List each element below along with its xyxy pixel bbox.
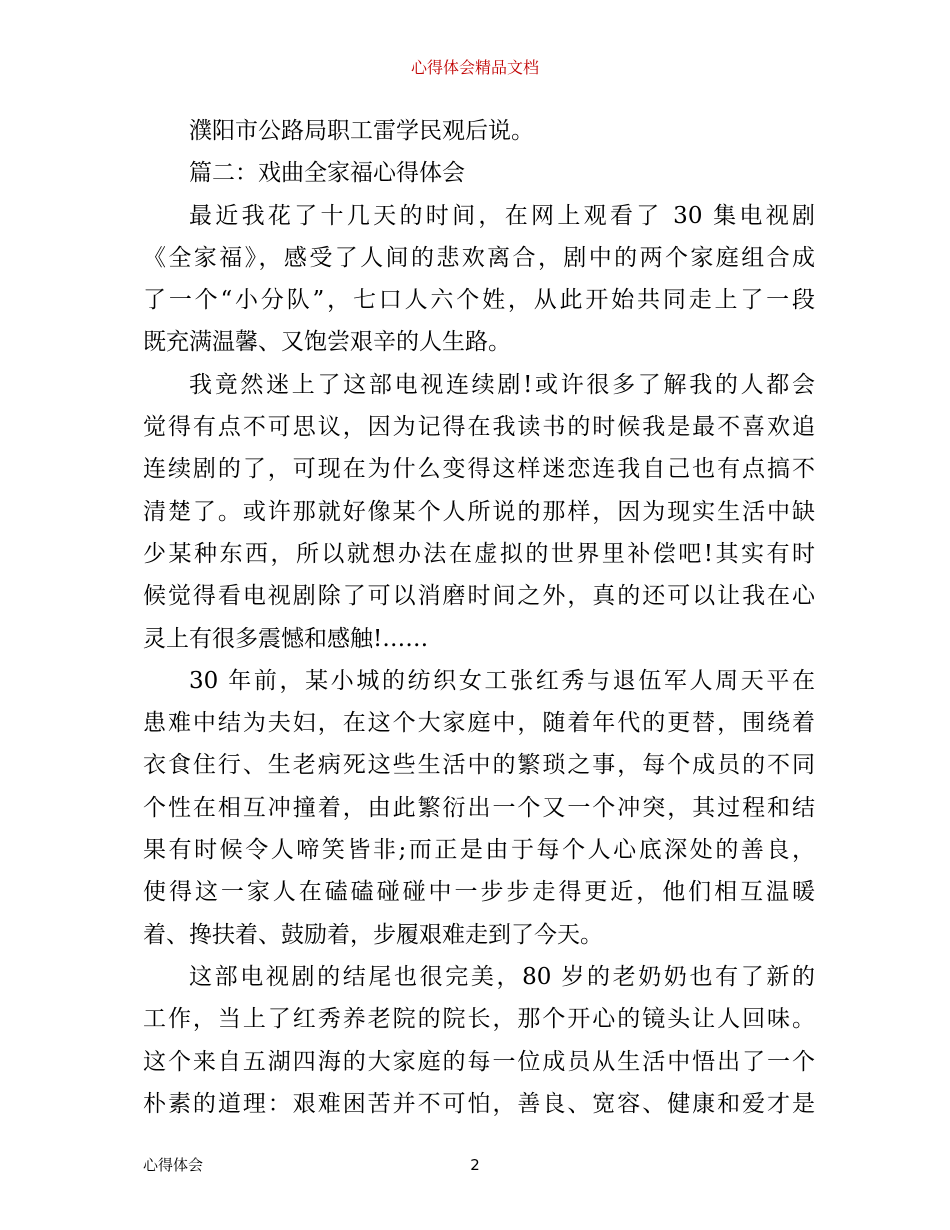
text-line: 这个来自五湖四海的大家庭的每一位成员从生活中悟出了一个: [143, 1048, 815, 1075]
text-line: 个性在相互冲撞着，由此繁衍出一个又一个冲突，其过程和结: [143, 794, 815, 821]
text-line: 《全家福》，感受了人间的悲欢离合，剧中的两个家庭组合成: [143, 244, 815, 271]
text-line: 觉得有点不可思议，因为记得在我读书的时候我是最不喜欢追: [143, 414, 815, 441]
text-line: 清楚了。或许那就好像某个人所说的那样，因为现实生活中缺: [143, 498, 815, 525]
text-line: 工作，当上了红秀养老院的院长，那个开心的镜头让人回味。: [143, 1006, 815, 1033]
text-line: 连续剧的了，可现在为什么变得这样迷恋连我自己也有点搞不: [143, 456, 815, 483]
text-line: 着、搀扶着、鼓励着，步履艰难走到了今天。: [143, 921, 603, 948]
text-line: 30 年前，某小城的纺织女工张红秀与退伍军人周天平在: [189, 667, 815, 694]
page-header-title: 心得体会精品文档: [410, 58, 539, 77]
text-line: 少某种东西，所以就想办法在虚拟的世界里补偿吧!其实有时: [143, 540, 815, 567]
text-line: 果有时候令人啼笑皆非;而正是由于每个人心底深处的善良，: [143, 837, 815, 864]
page-number: 2: [470, 1156, 480, 1174]
page-footer-label: 心得体会: [143, 1156, 204, 1174]
text-line: 候觉得看电视剧除了可以消磨时间之外，真的还可以让我在心: [143, 583, 815, 610]
text-line: 患难中结为夫妇，在这个大家庭中，随着年代的更替，围绕着: [143, 710, 815, 737]
text-line: 朴素的道理：艰难困苦并不可怕，善良、宽容、健康和爱才是: [143, 1090, 815, 1117]
text-line: 这部电视剧的结尾也很完美，80 岁的老奶奶也有了新的: [189, 963, 815, 990]
text-line: 濮阳市公路局职工雷学民观后说。: [189, 118, 534, 144]
text-line: 使得这一家人在磕磕碰碰中一步步走得更近，他们相互温暖: [143, 879, 815, 906]
text-line: 篇二：戏曲全家福心得体会: [189, 160, 465, 187]
text-line: 了一个“小分队”，七口人六个姓，从此开始共同走上了一段: [143, 287, 815, 314]
text-line: 最近我花了十几天的时间，在网上观看了 30 集电视剧: [189, 202, 815, 229]
text-line: 我竟然迷上了这部电视连续剧!或许很多了解我的人都会: [189, 371, 815, 398]
text-line: 灵上有很多震憾和感触!……: [143, 625, 429, 652]
text-line: 衣食住行、生老病死这些生活中的繁琐之事，每个成员的不同: [143, 752, 815, 779]
document-body: [143, 110, 815, 1125]
text-line: 既充满温馨、又饱尝艰辛的人生路。: [143, 329, 511, 356]
